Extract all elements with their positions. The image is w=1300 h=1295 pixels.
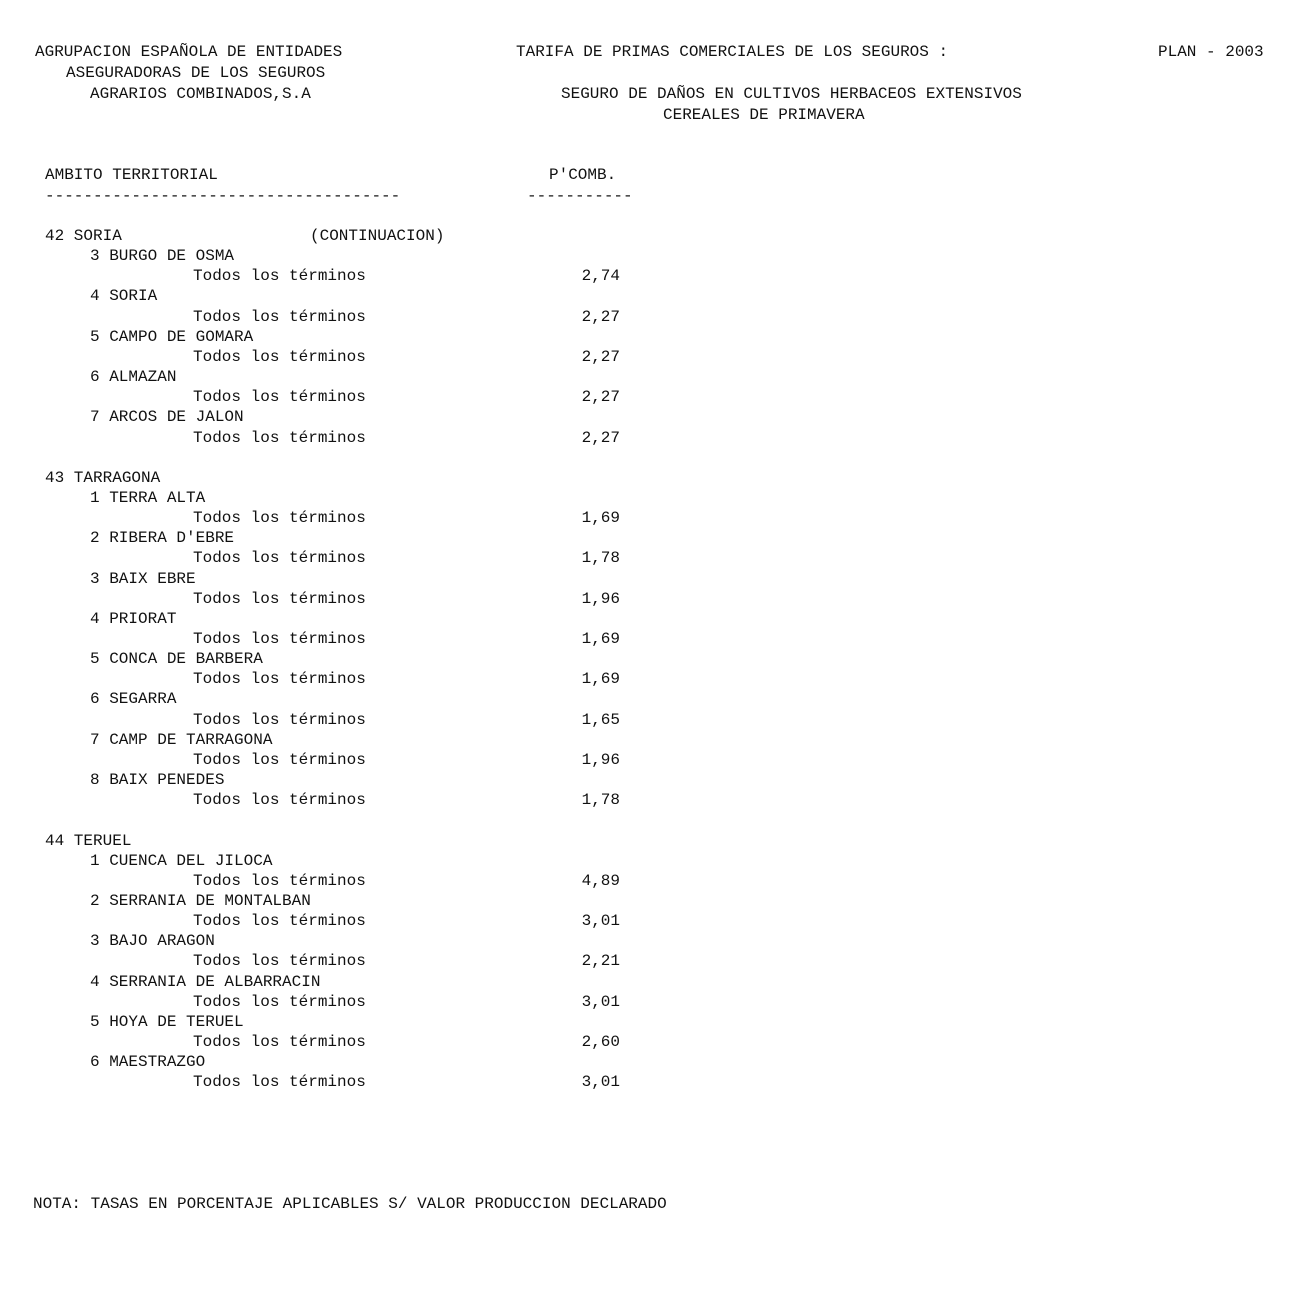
comarca-label: 7 CAMP DE TARRAGONA bbox=[90, 730, 273, 749]
premium-rate-value: 1,78 bbox=[581, 791, 620, 810]
premium-rate-value: 1,69 bbox=[581, 670, 620, 689]
comarca-label: 5 CAMPO DE GOMARA bbox=[90, 327, 254, 346]
premium-rate-value: 1,96 bbox=[581, 750, 620, 769]
comarca-label: 6 ALMAZAN bbox=[90, 368, 177, 387]
premium-rate-value: 2,27 bbox=[581, 307, 620, 326]
premium-rate-value: 2,27 bbox=[581, 388, 620, 407]
comarca-label: 4 SORIA bbox=[90, 287, 158, 306]
premium-rate-value: 3,01 bbox=[581, 1073, 620, 1092]
comarca-label: 8 BAIX PENEDES bbox=[90, 771, 225, 790]
termino-label: Todos los términos bbox=[193, 388, 366, 407]
comarca-label: 6 SEGARRA bbox=[90, 690, 177, 709]
termino-label: Todos los términos bbox=[193, 871, 366, 890]
termino-label: Todos los términos bbox=[193, 992, 366, 1011]
comarca-label: 2 SERRANIA DE MONTALBAN bbox=[90, 891, 311, 910]
termino-label: Todos los términos bbox=[193, 710, 366, 729]
premium-rate-value: 1,69 bbox=[581, 630, 620, 648]
document-subtitle-line2: CEREALES DE PRIMAVERA bbox=[663, 106, 865, 124]
termino-label: Todos los términos bbox=[193, 509, 366, 528]
comarca-label: 5 HOYA DE TERUEL bbox=[90, 1012, 244, 1031]
comarca-label: 3 BAJO ARAGON bbox=[90, 932, 215, 951]
footer-note: NOTA: TASAS EN PORCENTAJE APLICABLES S/ VALOR PRODUCCION DECLARADO bbox=[33, 1195, 667, 1213]
termino-label: Todos los términos bbox=[193, 1073, 366, 1092]
comarca-label: 1 TERRA ALTA bbox=[90, 488, 206, 507]
org-name-line3: AGRARIOS COMBINADOS,S.A bbox=[90, 85, 311, 103]
premium-rate-value: 2,21 bbox=[581, 952, 620, 971]
termino-label: Todos los términos bbox=[193, 347, 366, 366]
province-heading: 44 TERUEL bbox=[45, 831, 132, 850]
plan-year: PLAN - 2003 bbox=[1158, 43, 1264, 61]
org-name-line1: AGRUPACION ESPAÑOLA DE ENTIDADES bbox=[35, 43, 343, 61]
province-heading: 42 SORIA bbox=[45, 227, 122, 245]
premium-rate-value: 3,01 bbox=[581, 992, 620, 1011]
premium-rate-value: 2,74 bbox=[581, 267, 620, 286]
termino-label: Todos los términos bbox=[193, 589, 366, 608]
premium-rate-value: 1,96 bbox=[581, 589, 620, 608]
termino-label: Todos los términos bbox=[193, 912, 366, 931]
premium-rate-value: 2,27 bbox=[581, 428, 620, 447]
province-heading: 43 TARRAGONA bbox=[45, 468, 161, 487]
comarca-label: 3 BURGO DE OSMA bbox=[90, 247, 235, 266]
column-header-ambito: AMBITO TERRITORIAL bbox=[45, 166, 218, 184]
termino-label: Todos los términos bbox=[193, 307, 366, 326]
document-title: TARIFA DE PRIMAS COMERCIALES DE LOS SEGUROS : bbox=[516, 43, 949, 61]
termino-label: Todos los términos bbox=[193, 791, 366, 810]
comarca-label: 2 RIBERA D'EBRE bbox=[90, 529, 235, 548]
termino-label: Todos los términos bbox=[193, 750, 366, 769]
termino-label: Todos los términos bbox=[193, 267, 366, 286]
comarca-label: 7 ARCOS DE JALON bbox=[90, 408, 244, 427]
comarca-label: 1 CUENCA DEL JILOCA bbox=[90, 851, 273, 870]
termino-label: Todos los términos bbox=[193, 428, 366, 447]
org-name-line2: ASEGURADORAS DE LOS SEGUROS bbox=[66, 64, 326, 82]
premium-rate-value: 2,60 bbox=[581, 1033, 620, 1051]
column-rule-ambito: ------------------------------------- bbox=[45, 187, 401, 205]
premium-rate-value: 2,27 bbox=[581, 347, 620, 366]
premium-rate-value: 4,89 bbox=[581, 871, 620, 890]
termino-label: Todos los términos bbox=[193, 630, 366, 648]
termino-label: Todos los términos bbox=[193, 952, 366, 971]
premium-rate-value: 3,01 bbox=[581, 912, 620, 931]
termino-label: Todos los términos bbox=[193, 1033, 366, 1051]
termino-label: Todos los términos bbox=[193, 549, 366, 568]
province-continuation-note: (CONTINUACION) bbox=[310, 227, 445, 245]
premium-rate-value: 1,69 bbox=[581, 509, 620, 528]
comarca-label: 5 CONCA DE BARBERA bbox=[90, 650, 263, 669]
column-header-pcomb: P'COMB. bbox=[549, 166, 617, 184]
comarca-label: 6 MAESTRAZGO bbox=[90, 1053, 206, 1072]
premium-rate-value: 1,65 bbox=[581, 710, 620, 729]
column-rule-pcomb: ----------- bbox=[527, 187, 633, 205]
document-subtitle-line1: SEGURO DE DAÑOS EN CULTIVOS HERBACEOS EXTENSIVOS bbox=[561, 85, 1022, 103]
comarca-label: 3 BAIX EBRE bbox=[90, 569, 196, 588]
premium-rate-value: 1,78 bbox=[581, 549, 620, 568]
comarca-label: 4 SERRANIA DE ALBARRACIN bbox=[90, 972, 321, 991]
comarca-label: 4 PRIORAT bbox=[90, 609, 177, 628]
termino-label: Todos los términos bbox=[193, 670, 366, 689]
